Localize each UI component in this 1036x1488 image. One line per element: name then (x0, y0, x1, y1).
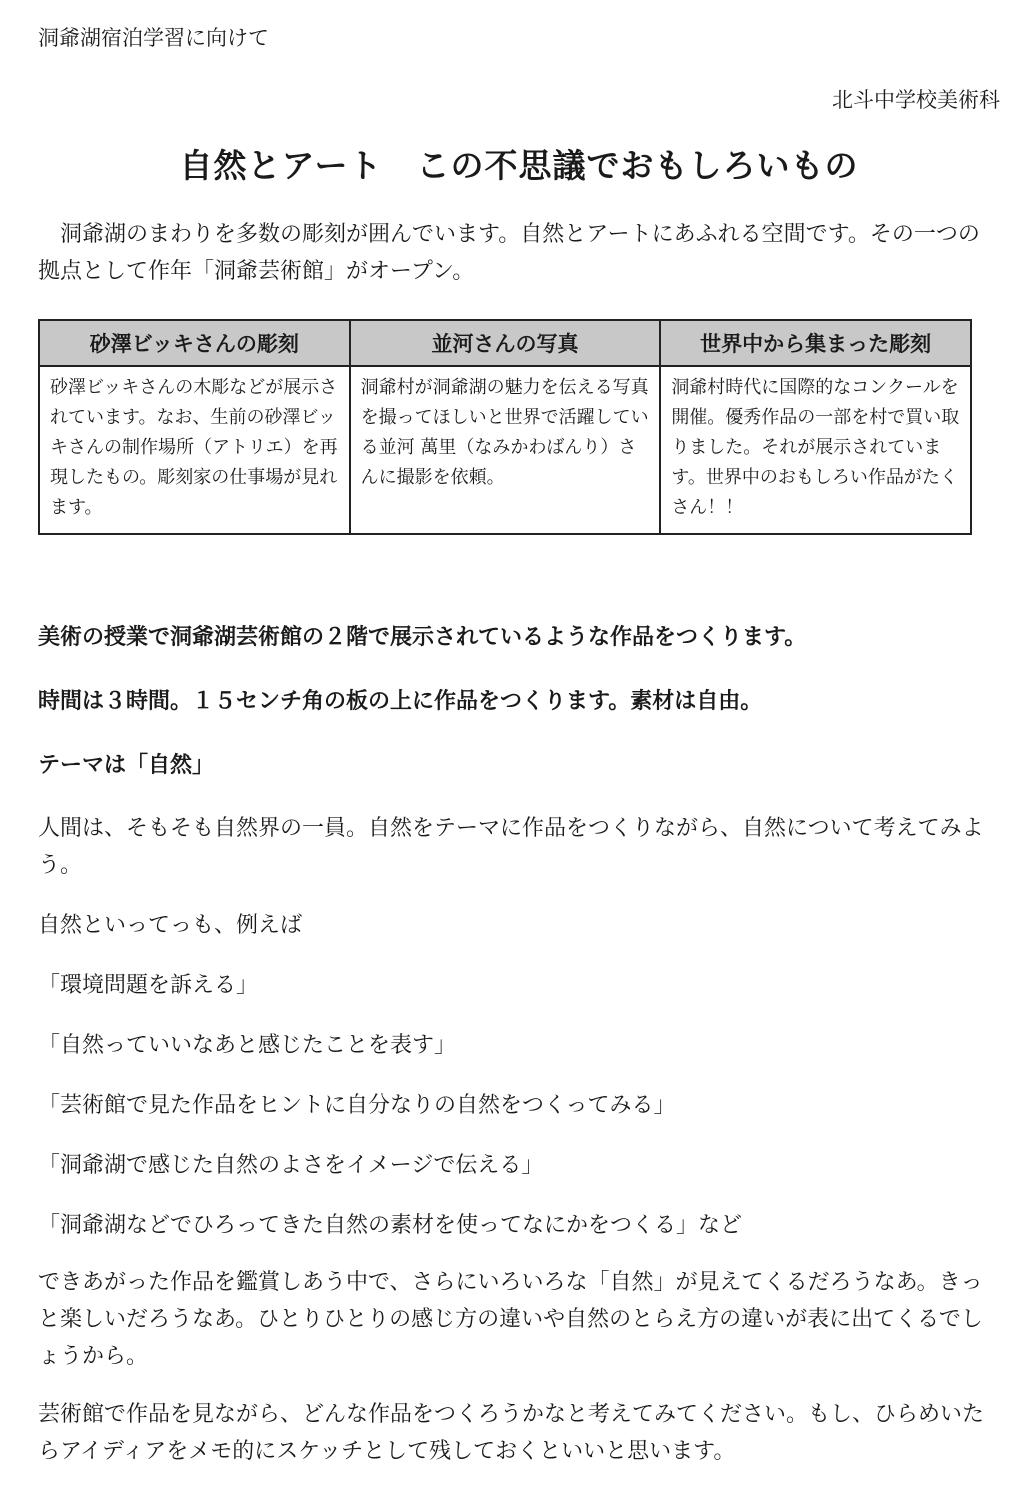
theme-statement: テーマは「自然」 (38, 753, 215, 778)
example-item: 「洞爺湖で感じた自然のよさをイメージで伝える」 (38, 1153, 544, 1178)
table-header: 並河さんの写真 (350, 320, 661, 366)
appreciation-paragraph: できあがった作品を鑑賞しあう中で、さらにいろいろな「自然」が見えてくるだろうなあ。きっと楽しいだろうなあ。ひとりひとりの感じ方の違いや自然のとらえ方の違いが表に出てくるでしょうから。 (38, 1270, 983, 1369)
document-subtitle: 洞爺湖宿泊学習に向けて (38, 26, 269, 50)
table-header: 砂澤ビッキさんの彫刻 (39, 320, 350, 366)
example-item: 「芸術館で見た作品をヒントに自分なりの自然をつくってみる」 (38, 1093, 676, 1118)
example-item: 「自然っていいなあと感じたことを表す」 (38, 1033, 457, 1058)
table-row (39, 366, 971, 534)
example-item: 「洞爺湖などでひろってきた自然の素材を使ってなにかをつくる」など (38, 1213, 743, 1238)
intro-paragraph: 洞爺湖のまわりを多数の彫刻が囲んでいます。自然とアートにあふれる空間です。その一つの拠点として作年「洞爺芸術館」がオープン。 (38, 222, 980, 284)
sketch-advice-paragraph: 芸術館で作品を見ながら、どんな作品をつくろうかなと考えてみてください。もし、ひらめいたらアイディアをメモ的にスケッチとして残しておくといいと思います。 (38, 1402, 985, 1464)
table-header-row (39, 320, 971, 366)
table-cell: 洞爺村が洞爺湖の魅力を伝える写真を撮ってほしいと世界で活躍している並河 萬里（なみかわばんり）さんに撮影を依頼。 (350, 366, 661, 534)
example-item: 「環境問題を訴える」 (38, 973, 259, 998)
table-cell: 洞爺村時代に国際的なコンクールを開催。優秀作品の一部を村で買い取りました。それが展示されています。世界中のおもしろい作品がたくさん！！ (660, 366, 971, 534)
page-title: 自然とアート この不思議でおもしろいもの (179, 146, 859, 185)
assignment-statement: 美術の授業で洞爺湖芸術館の２階で展示されているような作品をつくります。 (38, 625, 807, 650)
department-name: 北斗中学校美術科 (832, 88, 1000, 112)
info-table (38, 319, 972, 535)
table-header: 世界中から集まった彫刻 (660, 320, 971, 366)
examples-intro: 自然といってっも、例えば (38, 913, 303, 938)
time-material-statement: 時間は３時間。１５センチ角の板の上に作品をつくります。素材は自由。 (38, 689, 763, 714)
table-cell: 砂澤ビッキさんの木彫などが展示されています。なお、生前の砂澤ビッキさんの制作場所（アトリエ）を再現したもの。彫刻家の仕事場が見れます。 (39, 366, 350, 534)
nature-paragraph: 人間は、そもそも自然界の一員。自然をテーマに作品をつくりながら、自然について考えてみよう。 (38, 816, 984, 878)
